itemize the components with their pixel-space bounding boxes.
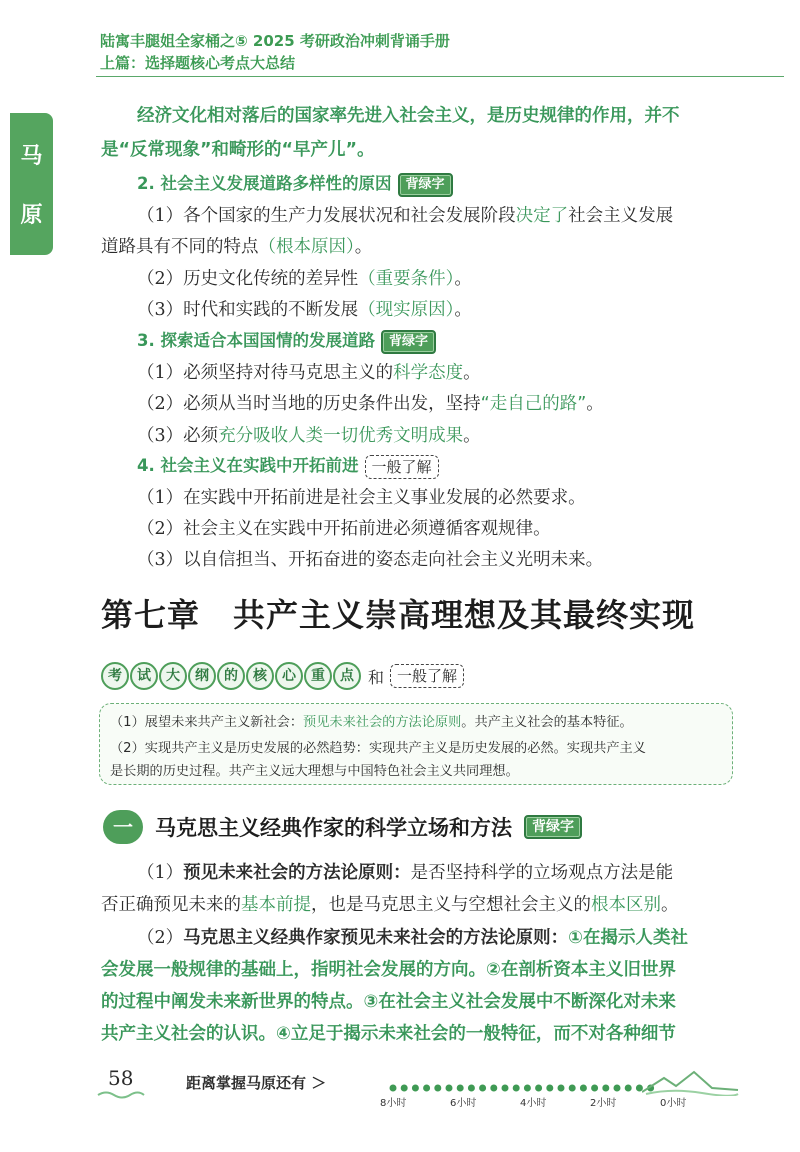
progress-dot [625,1085,632,1092]
syllabus-circle-char: 重 [304,662,332,690]
text: 。 [454,269,472,289]
page-number-wave-icon [96,1090,146,1100]
progress-dot [580,1085,587,1092]
syllabus-heading [101,662,464,690]
hour-label: 6小时 [450,1098,477,1109]
syllabus-line-2: （2）实现共产主义是历史发展的必然趋势：实现共产主义是历史发展的必然。实现共产主义 [110,741,646,756]
header-title: 陆寓丰腿姐全家桶之⑤ 2025 考研政治冲刺背诵手册 [100,32,450,50]
progress-dot [502,1085,509,1092]
general-understanding-badge: 一般了解 [365,455,439,479]
text: 。 [463,363,481,383]
hour-label: 8小时 [380,1098,407,1109]
progress-dot [446,1085,453,1092]
text: 。 [454,300,472,320]
header-divider [96,76,784,77]
heading-3 [137,328,436,354]
highlight: 根本区别 [591,895,661,915]
text: 。 [463,426,481,446]
h3-item-3 [137,423,481,449]
side-section-tab [10,113,53,255]
text: 。 [586,394,604,414]
heading-4-title: 4. 社会主义在实践中开拓前进 [137,456,359,475]
text: ，也是马克思主义与空想社会主义的 [311,895,591,915]
syllabus-and: 和 [368,667,385,687]
highlight: 基本前提 [241,895,311,915]
text: 道路具有不同的特点 [101,237,259,257]
syllabus-circle-char: 核 [246,662,274,690]
syllabus-circle-char: 大 [159,662,187,690]
memorize-green-badge: 背绿字 [398,173,453,197]
text: 。共产主义社会的基本特征。 [461,715,633,730]
h2-item-2 [137,266,472,292]
progress-dot [614,1085,621,1092]
syllabus-circle-char: 心 [275,662,303,690]
syllabus-line-3: 是长期的历史过程。共产主义远大理想与中国特色社会主义共同理想。 [110,764,519,779]
heading-4 [137,453,439,479]
highlight: （重要条件） [358,269,455,289]
general-understanding-badge: 一般了解 [390,664,464,688]
hour-label: 0小时 [660,1098,687,1109]
progress-dot [412,1085,419,1092]
s1-p2-line-2: 会发展一般规律的基础上，指明社会发展的方向。②在剖析资本主义旧世界 [101,960,676,980]
text: （1） [137,863,184,883]
text: （3）时代和实践的不断发展 [137,300,359,320]
text: （1）展望未来共产主义新社会： [110,715,304,730]
memorize-green-badge: 背绿字 [524,815,582,839]
h2-item-1-cont [101,234,372,260]
text: （2） [137,928,184,948]
s1-p2-line-3: 的过程中阐发未来新世界的特点。③在社会主义社会发展中不断深化对未来 [101,992,676,1012]
s1-p1-line-1 [137,860,673,886]
h4-item-3: （3）以自信担当、开拓奋进的姿态走向社会主义光明未来。 [137,550,604,570]
syllabus-circle-char: 纲 [188,662,216,690]
progress-dot [490,1085,497,1092]
text: 。 [354,237,373,257]
countdown-label: 距离掌握马原还有 ＞ [186,1074,327,1092]
section-number-badge: 一 [103,810,143,844]
progress-dot [591,1085,598,1092]
text: （3）必须 [137,426,219,446]
text: 。 [661,895,679,915]
heading-3-title: 3. 探索适合本国国情的发展道路 [137,331,375,350]
syllabus-circled-title [101,662,362,690]
progress-dot [479,1085,486,1092]
progress-dot [468,1085,475,1092]
progress-dot [569,1085,576,1092]
progress-dot [423,1085,430,1092]
progress-dot [457,1085,464,1092]
h3-item-2 [137,391,604,417]
progress-dot [401,1085,408,1092]
highlight: 科学态度 [393,363,464,383]
side-tab-char-1: 马 [20,144,43,169]
h2-item-1 [137,203,673,229]
progress-dot [558,1085,565,1092]
progress-dot [524,1085,531,1092]
syllabus-line-1 [110,711,633,730]
s1-p1-line-2 [101,892,679,918]
text: （1）必须坚持对待马克思主义的 [137,363,394,383]
section-1-title: 马克思主义经典作家的科学立场和方法 [155,816,512,840]
hour-label: 4小时 [520,1098,547,1109]
memorize-green-badge: 背绿字 [381,330,436,354]
h3-item-1 [137,360,481,386]
h2-item-3 [137,297,472,323]
h4-item-2: （2）社会主义在实践中开拓前进必须遵循客观规律。 [137,519,551,539]
header-subtitle: 上篇：选择题核心考点大总结 [100,54,296,72]
highlight: （根本原因） [258,237,355,257]
mountain-landscape-icon [642,1066,742,1096]
h4-item-1: （1）在实践中开拓前进是社会主义事业发展的必然要求。 [137,488,586,508]
intro-line-1: 经济文化相对落后的国家率先进入社会主义，是历史规律的作用，并不 [137,106,680,126]
highlight: 预见未来社会的方法论原则 [303,715,462,730]
progress-dot [535,1085,542,1092]
progress-dot [546,1085,553,1092]
side-tab-char-2: 原 [20,203,43,228]
bold-term: 马克思主义经典作家预见未来社会的方法论原则： [183,928,569,948]
s1-p2-line-1 [137,925,688,951]
progress-dot [390,1085,397,1092]
progress-dot [602,1085,609,1092]
text: 否正确预见未来的 [101,895,241,915]
text: （2）必须从当时当地的历史条件出发，坚持 [137,394,481,414]
text: （2）历史文化传统的差异性 [137,269,359,289]
s1-p2-line-4: 共产主义社会的认识。④立足于揭示未来社会的一般特征，而不对各种细节 [101,1024,676,1044]
heading-2-title: 2. 社会主义发展道路多样性的原因 [137,174,392,193]
text: 社会主义发展 [568,206,674,226]
intro-line-2: 是“反常现象”和畸形的“早产儿”。 [101,140,375,160]
highlight: （现实原因） [358,300,455,320]
highlight: ①在揭示人类社 [568,928,688,948]
hour-label: 2小时 [590,1098,617,1109]
text: 是否坚持科学的立场观点方法是能 [410,863,674,883]
syllabus-circle-char: 试 [130,662,158,690]
page-number: 58 [108,1066,134,1090]
syllabus-circle-char: 的 [217,662,245,690]
text: （1）各个国家的生产力发展状况和社会发展阶段 [137,206,516,226]
highlight: 充分吸收人类一切优秀文明成果 [218,426,464,446]
section-1-heading [103,810,582,844]
syllabus-circle-char: 点 [333,662,361,690]
heading-2 [137,171,453,197]
page-header [100,30,450,74]
bold-term: 预见未来社会的方法论原则： [183,863,411,883]
syllabus-circle-char: 考 [101,662,129,690]
chapter-title: 第七章 共产主义崇高理想及其最终实现 [101,596,696,634]
progress-dot [434,1085,441,1092]
highlight: “走自己的路” [480,394,587,414]
progress-dot [513,1085,520,1092]
highlight: 决定了 [515,206,569,226]
